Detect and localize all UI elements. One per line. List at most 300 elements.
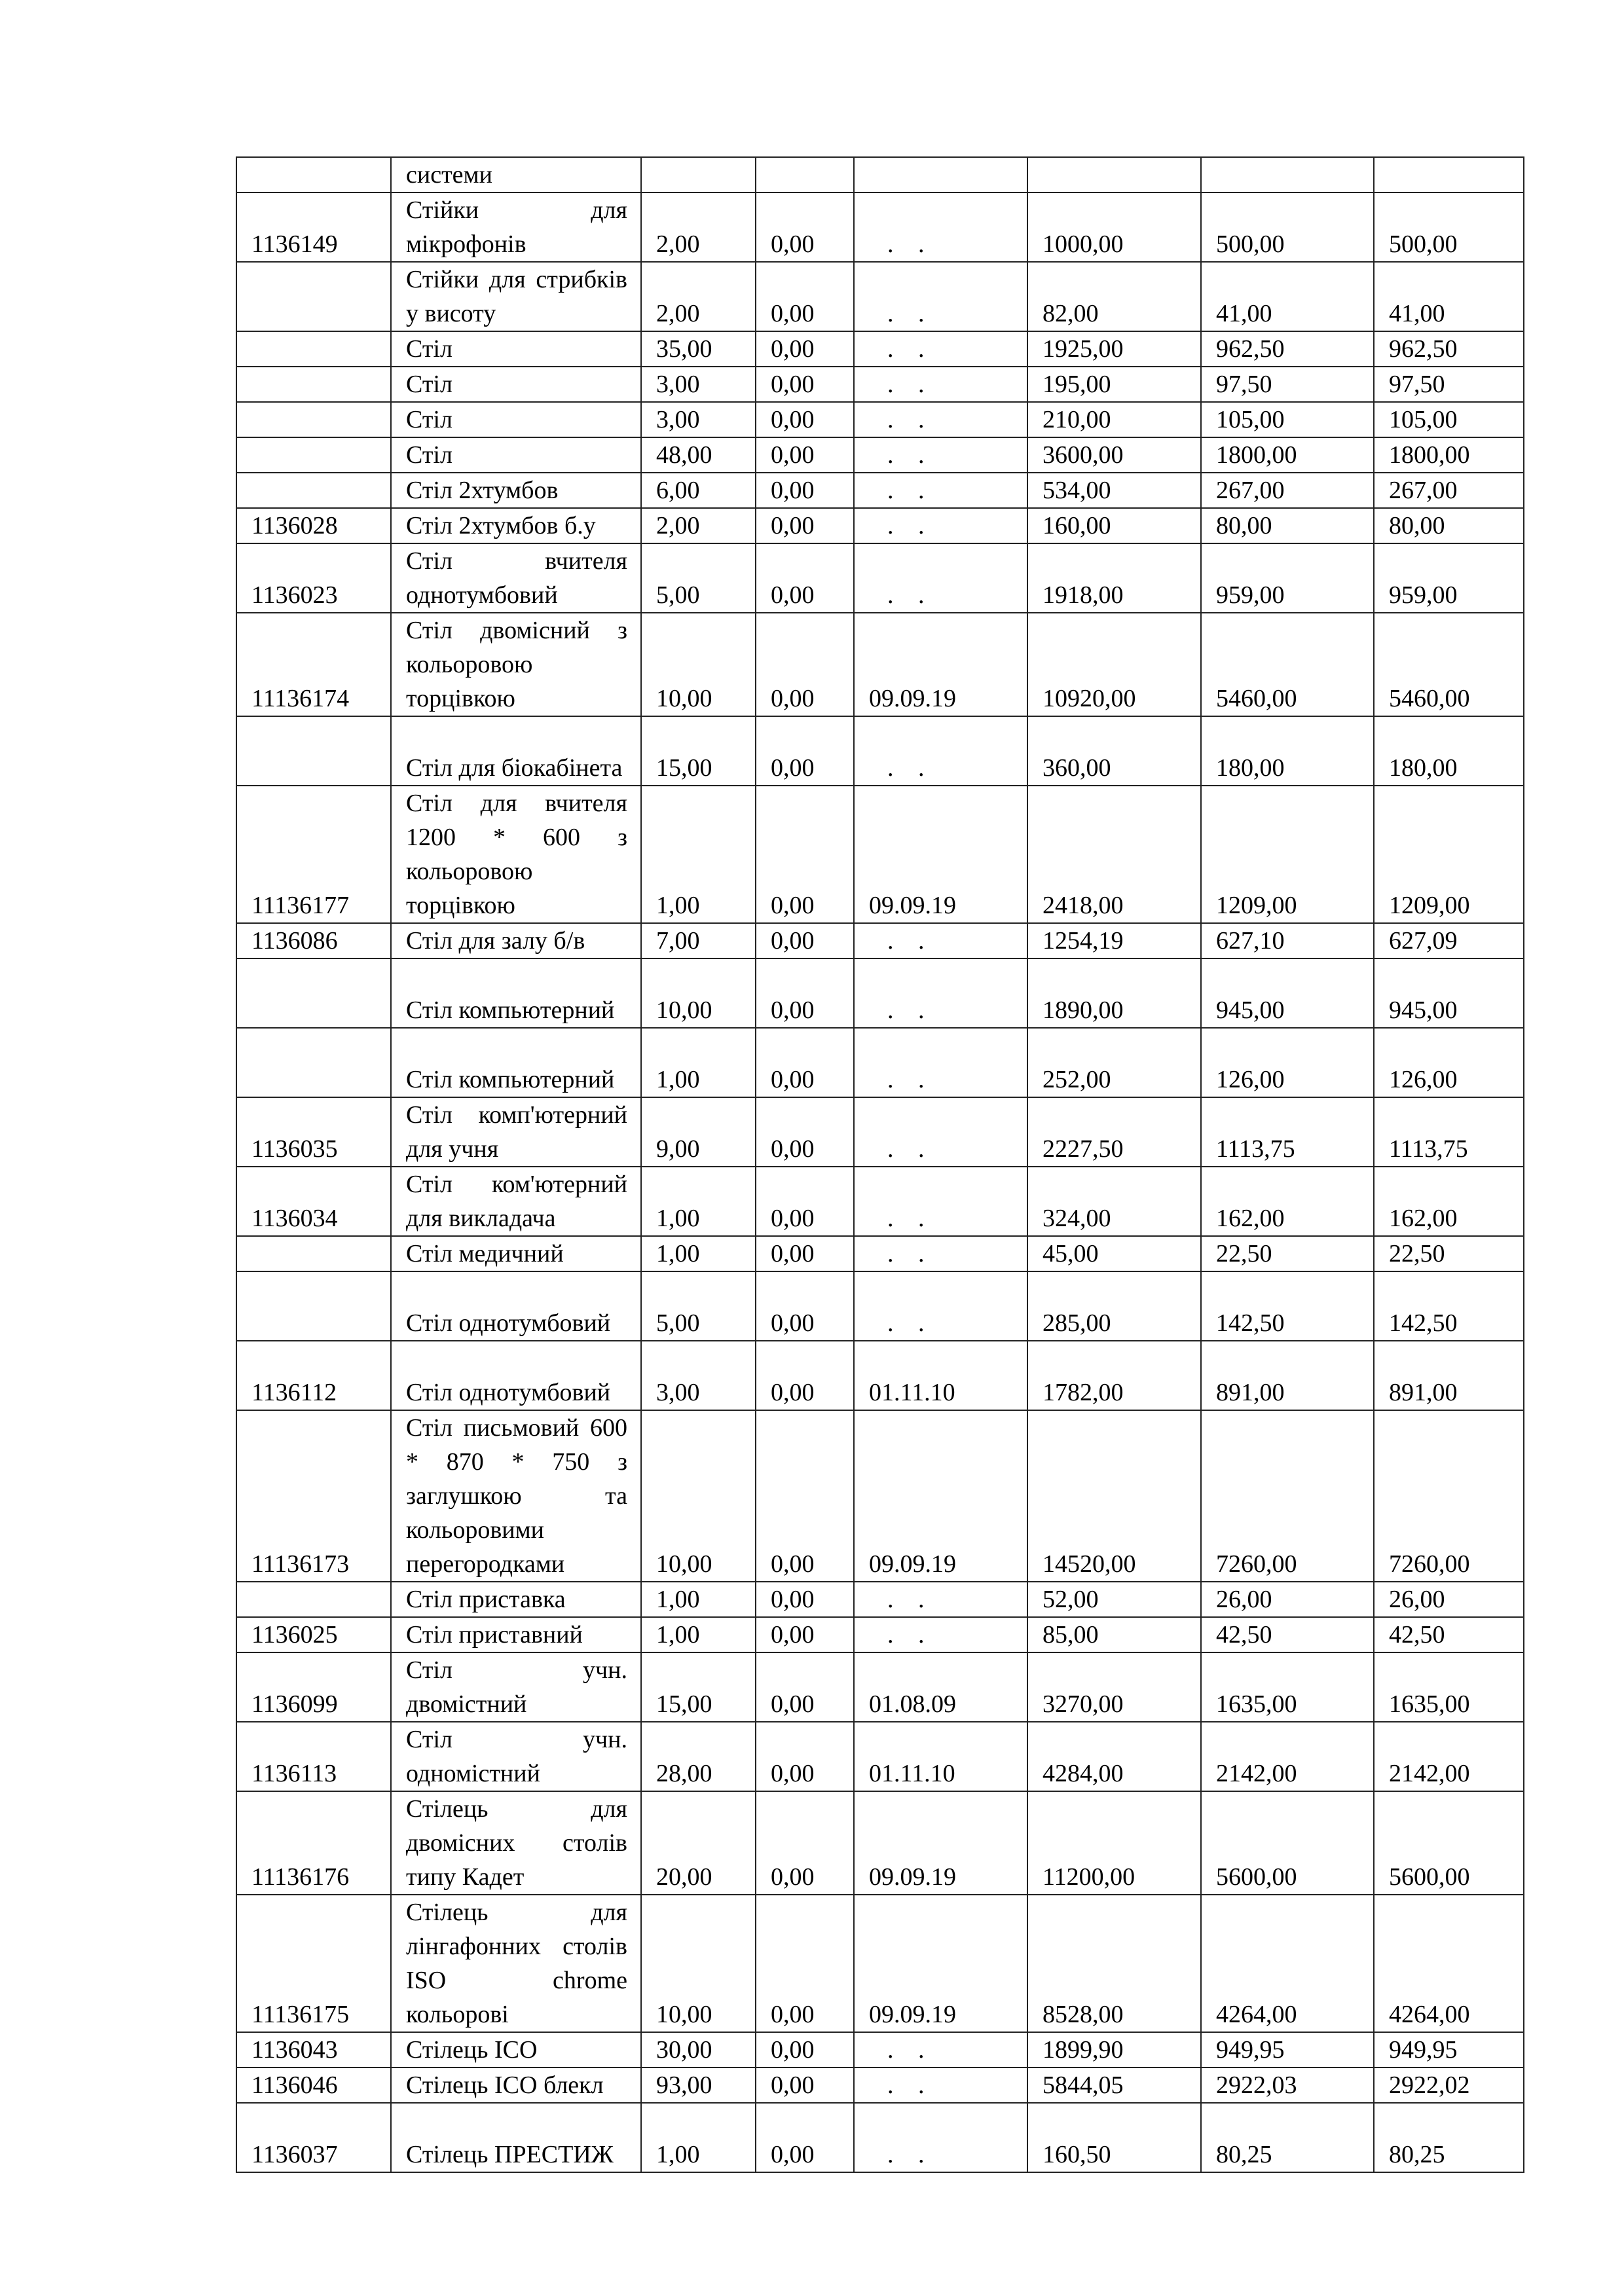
table-row [236,1167,1524,1236]
table-row [236,543,1524,613]
date-text: . . [887,406,934,433]
value-cell: 0,00 [756,1895,854,2032]
table-row [236,192,1524,262]
date-cell [854,508,1027,543]
depreciation-cell: 500,00 [1201,192,1374,262]
date-cell [854,2032,1027,2068]
date-text: . . [887,996,934,1024]
item-name-cell: Стіл учн. двомістний [391,1652,641,1722]
inventory-code-cell: 1136112 [236,1341,391,1410]
residual-value-cell: 1635,00 [1374,1652,1524,1722]
total-cost-cell: 1000,00 [1027,192,1201,262]
inventory-code-cell: 1136035 [236,1097,391,1167]
depreciation-cell: 1113,75 [1201,1097,1374,1167]
quantity-cell: 1,00 [641,1028,756,1097]
residual-value-cell: 26,00 [1374,1582,1524,1617]
quantity-cell: 1,00 [641,1236,756,1271]
residual-value-cell: 2922,02 [1374,2068,1524,2103]
table-row [236,1271,1524,1341]
date-cell [854,1097,1027,1167]
date-cell [854,2103,1027,2172]
residual-value-cell: 4264,00 [1374,1895,1524,2032]
inventory-code-cell: 1136025 [236,1617,391,1652]
item-name-cell: Стіл [391,331,641,367]
total-cost-cell: 85,00 [1027,1617,1201,1652]
total-cost-cell: 45,00 [1027,1236,1201,1271]
item-name-cell: Стіл двомісний з кольоровою торцівкою [391,613,641,716]
value-cell: 0,00 [756,543,854,613]
total-cost-cell: 82,00 [1027,262,1201,331]
depreciation-cell: 5600,00 [1201,1791,1374,1895]
date-text: . . [887,1205,934,1232]
value-cell: 0,00 [756,1097,854,1167]
value-cell: 0,00 [756,437,854,473]
depreciation-cell: 142,50 [1201,1271,1374,1341]
item-name-cell: Стіл приставний [391,1617,641,1652]
table-row [236,613,1524,716]
value-cell: 0,00 [756,1028,854,1097]
inventory-code-cell [236,262,391,331]
date-text: 09.09.19 [869,2001,956,2028]
residual-value-cell: 1800,00 [1374,437,1524,473]
value-cell: 0,00 [756,1341,854,1410]
table-row [236,1097,1524,1167]
inventory-code-cell: 1136086 [236,923,391,958]
residual-value-cell: 97,50 [1374,367,1524,402]
quantity-cell: 35,00 [641,331,756,367]
table-row [236,1895,1524,2032]
item-name-cell: Стілець для двомісних столів типу Кадет [391,1791,641,1895]
item-name-cell: Стіл 2хтумбов [391,473,641,508]
item-name-cell: Стіл [391,437,641,473]
inventory-code-cell [236,716,391,786]
total-cost-cell: 1918,00 [1027,543,1201,613]
date-text: . . [887,2036,934,2064]
residual-value-cell: 5460,00 [1374,613,1524,716]
inventory-code-cell [236,1271,391,1341]
date-text: . . [887,441,934,469]
value-cell: 0,00 [756,1582,854,1617]
inventory-code-cell: 1136113 [236,1722,391,1791]
value-cell: 0,00 [756,923,854,958]
table-row [236,157,1524,192]
inventory-code-cell [236,1028,391,1097]
residual-value-cell: 162,00 [1374,1167,1524,1236]
depreciation-cell: 162,00 [1201,1167,1374,1236]
item-name-cell: Стіл [391,367,641,402]
value-cell: 0,00 [756,1236,854,1271]
value-cell: 0,00 [756,2032,854,2068]
inventory-code-cell [236,473,391,508]
value-cell: 0,00 [756,1791,854,1895]
date-text: . . [887,1621,934,1649]
item-name-cell: Стіл комп'ютерний для учня [391,1097,641,1167]
table-row [236,367,1524,402]
date-text: 01.11.10 [869,1760,955,1787]
quantity-cell: 10,00 [641,1410,756,1582]
table-row [236,1582,1524,1617]
table-row [236,331,1524,367]
item-name-cell: системи [391,157,641,192]
total-cost-cell: 14520,00 [1027,1410,1201,1582]
value-cell: 0,00 [756,262,854,331]
residual-value-cell: 949,95 [1374,2032,1524,2068]
inventory-code-cell: 1136046 [236,2068,391,2103]
date-text: 09.09.19 [869,685,956,712]
depreciation-cell: 959,00 [1201,543,1374,613]
table-row [236,2068,1524,2103]
date-text: . . [887,1135,934,1163]
item-name-cell: Стіл медичний [391,1236,641,1271]
table-row [236,1028,1524,1097]
item-name-cell: Стіл [391,402,641,437]
total-cost-cell: 2418,00 [1027,786,1201,923]
table-row [236,786,1524,923]
inventory-code-cell [236,331,391,367]
quantity-cell: 1,00 [641,2103,756,2172]
date-cell [854,1617,1027,1652]
date-cell [854,331,1027,367]
value-cell: 0,00 [756,1617,854,1652]
value-cell: 0,00 [756,786,854,923]
date-cell [854,157,1027,192]
depreciation-cell: 26,00 [1201,1582,1374,1617]
date-cell [854,1410,1027,1582]
date-text: 01.11.10 [869,1379,955,1406]
table-row [236,402,1524,437]
quantity-cell: 28,00 [641,1722,756,1791]
residual-value-cell: 1113,75 [1374,1097,1524,1167]
depreciation-cell: 41,00 [1201,262,1374,331]
table-row [236,508,1524,543]
table-row [236,437,1524,473]
value-cell: 0,00 [756,1410,854,1582]
inventory-code-cell [236,958,391,1028]
depreciation-cell: 80,00 [1201,508,1374,543]
quantity-cell: 1,00 [641,1582,756,1617]
depreciation-cell: 267,00 [1201,473,1374,508]
date-text: . . [887,371,934,398]
date-cell [854,716,1027,786]
residual-value-cell: 500,00 [1374,192,1524,262]
date-text: . . [887,1586,934,1613]
item-name-cell: Стійки для мікрофонів [391,192,641,262]
value-cell: 0,00 [756,1167,854,1236]
item-name-cell: Стіл компьютерний [391,958,641,1028]
total-cost-cell: 2227,50 [1027,1097,1201,1167]
value-cell: 0,00 [756,367,854,402]
inventory-code-cell [236,157,391,192]
residual-value-cell: 42,50 [1374,1617,1524,1652]
date-text: . . [887,1240,934,1267]
total-cost-cell: 52,00 [1027,1582,1201,1617]
table-row [236,2032,1524,2068]
total-cost-cell: 195,00 [1027,367,1201,402]
item-name-cell: Стілець для лінгафонних столів ISO chrome кольорові [391,1895,641,2032]
item-name-cell: Стіл приставка [391,1582,641,1617]
value-cell: 0,00 [756,402,854,437]
total-cost-cell: 324,00 [1027,1167,1201,1236]
date-text: . . [887,512,934,539]
inventory-code-cell: 1136028 [236,508,391,543]
date-cell [854,1895,1027,2032]
date-text: 09.09.19 [869,892,956,919]
total-cost-cell: 1254,19 [1027,923,1201,958]
table-row [236,1652,1524,1722]
item-name-cell: Стіл ком'ютерний для викладача [391,1167,641,1236]
inventory-code-cell: 1136023 [236,543,391,613]
inventory-code-cell: 1136099 [236,1652,391,1722]
quantity-cell: 10,00 [641,613,756,716]
depreciation-cell: 105,00 [1201,402,1374,437]
item-name-cell: Стіл компьютерний [391,1028,641,1097]
quantity-cell: 1,00 [641,786,756,923]
item-name-cell: Стіл 2хтумбов б.у [391,508,641,543]
date-cell [854,367,1027,402]
residual-value-cell: 80,25 [1374,2103,1524,2172]
depreciation-cell: 1209,00 [1201,786,1374,923]
inventory-code-cell: 11136176 [236,1791,391,1895]
inventory-code-cell: 1136037 [236,2103,391,2172]
depreciation-cell: 2142,00 [1201,1722,1374,1791]
date-cell [854,192,1027,262]
table-row [236,1341,1524,1410]
depreciation-cell: 126,00 [1201,1028,1374,1097]
residual-value-cell: 1209,00 [1374,786,1524,923]
quantity-cell: 10,00 [641,958,756,1028]
total-cost-cell: 252,00 [1027,1028,1201,1097]
depreciation-cell: 1635,00 [1201,1652,1374,1722]
total-cost-cell: 1782,00 [1027,1341,1201,1410]
table-row [236,262,1524,331]
inventory-code-cell: 11136174 [236,613,391,716]
quantity-cell: 15,00 [641,1652,756,1722]
value-cell: 0,00 [756,613,854,716]
inventory-code-cell: 1136043 [236,2032,391,2068]
value-cell: 0,00 [756,958,854,1028]
date-text: . . [887,230,934,258]
depreciation-cell: 1800,00 [1201,437,1374,473]
depreciation-cell: 22,50 [1201,1236,1374,1271]
residual-value-cell: 267,00 [1374,473,1524,508]
residual-value-cell [1374,157,1524,192]
quantity-cell: 1,00 [641,1617,756,1652]
table-body [236,157,1524,2172]
depreciation-cell: 4264,00 [1201,1895,1374,2032]
depreciation-cell: 80,25 [1201,2103,1374,2172]
residual-value-cell: 7260,00 [1374,1410,1524,1582]
total-cost-cell: 3270,00 [1027,1652,1201,1722]
date-text: . . [887,2141,934,2168]
table-row [236,473,1524,508]
quantity-cell: 30,00 [641,2032,756,2068]
item-name-cell: Стійки для стрибків у висоту [391,262,641,331]
quantity-cell: 48,00 [641,437,756,473]
value-cell: 0,00 [756,473,854,508]
inventory-code-cell: 1136149 [236,192,391,262]
depreciation-cell: 42,50 [1201,1617,1374,1652]
quantity-cell: 3,00 [641,367,756,402]
date-text: . . [887,335,934,363]
quantity-cell: 3,00 [641,1341,756,1410]
value-cell: 0,00 [756,2068,854,2103]
depreciation-cell: 2922,03 [1201,2068,1374,2103]
inventory-code-cell [236,367,391,402]
quantity-cell: 9,00 [641,1097,756,1167]
date-cell [854,1722,1027,1791]
total-cost-cell [1027,157,1201,192]
inventory-code-cell [236,1236,391,1271]
table-row [236,958,1524,1028]
total-cost-cell: 8528,00 [1027,1895,1201,2032]
date-text: . . [887,477,934,504]
date-cell [854,923,1027,958]
table-row [236,2103,1524,2172]
depreciation-cell: 180,00 [1201,716,1374,786]
date-cell [854,1582,1027,1617]
date-text: . . [887,2071,934,2099]
total-cost-cell: 210,00 [1027,402,1201,437]
date-cell [854,2068,1027,2103]
total-cost-cell: 4284,00 [1027,1722,1201,1791]
inventory-code-cell [236,437,391,473]
item-name-cell: Стілець ІСО блекл [391,2068,641,2103]
value-cell: 0,00 [756,1271,854,1341]
date-cell [854,1167,1027,1236]
date-text: . . [887,300,934,327]
depreciation-cell: 7260,00 [1201,1410,1374,1582]
date-cell [854,1652,1027,1722]
table-row [236,1410,1524,1582]
item-name-cell: Стіл для біокабінета [391,716,641,786]
residual-value-cell: 80,00 [1374,508,1524,543]
depreciation-cell: 5460,00 [1201,613,1374,716]
residual-value-cell: 891,00 [1374,1341,1524,1410]
date-cell [854,402,1027,437]
inventory-table [236,156,1524,2173]
quantity-cell: 10,00 [641,1895,756,2032]
total-cost-cell: 534,00 [1027,473,1201,508]
date-cell [854,1271,1027,1341]
residual-value-cell: 180,00 [1374,716,1524,786]
residual-value-cell: 2142,00 [1374,1722,1524,1791]
inventory-code-cell [236,402,391,437]
date-cell [854,786,1027,923]
date-text: 01.08.09 [869,1690,956,1718]
date-cell [854,1236,1027,1271]
item-name-cell: Стілець ІСО [391,2032,641,2068]
quantity-cell: 15,00 [641,716,756,786]
value-cell: 0,00 [756,716,854,786]
depreciation-cell: 627,10 [1201,923,1374,958]
date-cell [854,958,1027,1028]
inventory-code-cell [236,1582,391,1617]
date-text: . . [887,1066,934,1093]
quantity-cell: 2,00 [641,262,756,331]
total-cost-cell: 160,50 [1027,2103,1201,2172]
residual-value-cell: 945,00 [1374,958,1524,1028]
table-row [236,1791,1524,1895]
item-name-cell: Стілець ПРЕСТИЖ [391,2103,641,2172]
date-cell [854,1028,1027,1097]
date-text: . . [887,754,934,782]
date-text: . . [887,1309,934,1337]
quantity-cell: 7,00 [641,923,756,958]
date-text: . . [887,581,934,609]
total-cost-cell: 1890,00 [1027,958,1201,1028]
date-cell [854,1791,1027,1895]
depreciation-cell: 945,00 [1201,958,1374,1028]
date-cell [854,613,1027,716]
depreciation-cell: 949,95 [1201,2032,1374,2068]
date-cell [854,473,1027,508]
total-cost-cell: 1899,90 [1027,2032,1201,2068]
total-cost-cell: 11200,00 [1027,1791,1201,1895]
residual-value-cell: 142,50 [1374,1271,1524,1341]
residual-value-cell: 105,00 [1374,402,1524,437]
date-cell [854,262,1027,331]
depreciation-cell: 97,50 [1201,367,1374,402]
item-name-cell: Стіл учн. одномістний [391,1722,641,1791]
table-row [236,923,1524,958]
quantity-cell: 93,00 [641,2068,756,2103]
value-cell: 0,00 [756,508,854,543]
quantity-cell [641,157,756,192]
date-cell [854,543,1027,613]
table-row [236,1617,1524,1652]
item-name-cell: Стіл однотумбовий [391,1271,641,1341]
value-cell: 0,00 [756,331,854,367]
total-cost-cell: 10920,00 [1027,613,1201,716]
table-row [236,1722,1524,1791]
residual-value-cell: 959,00 [1374,543,1524,613]
residual-value-cell: 5600,00 [1374,1791,1524,1895]
quantity-cell: 5,00 [641,1271,756,1341]
date-cell [854,437,1027,473]
inventory-code-cell: 11136173 [236,1410,391,1582]
residual-value-cell: 22,50 [1374,1236,1524,1271]
quantity-cell: 6,00 [641,473,756,508]
total-cost-cell: 285,00 [1027,1271,1201,1341]
value-cell: 0,00 [756,1722,854,1791]
value-cell: 0,00 [756,2103,854,2172]
residual-value-cell: 41,00 [1374,262,1524,331]
item-name-cell: Стіл однотумбовий [391,1341,641,1410]
item-name-cell: Стіл письмовий 600 * 870 * 750 з заглушкою та кольоровими перегородками [391,1410,641,1582]
residual-value-cell: 627,09 [1374,923,1524,958]
date-text: . . [887,927,934,955]
total-cost-cell: 160,00 [1027,508,1201,543]
table-row [236,716,1524,786]
quantity-cell: 20,00 [641,1791,756,1895]
residual-value-cell: 962,50 [1374,331,1524,367]
quantity-cell: 5,00 [641,543,756,613]
total-cost-cell: 1925,00 [1027,331,1201,367]
value-cell: 0,00 [756,1652,854,1722]
date-text: 09.09.19 [869,1550,956,1578]
item-name-cell: Стіл для вчителя 1200 * 600 з кольоровою торцівкою [391,786,641,923]
inventory-code-cell: 11136177 [236,786,391,923]
inventory-code-cell: 1136034 [236,1167,391,1236]
quantity-cell: 3,00 [641,402,756,437]
item-name-cell: Стіл вчителя однотумбовий [391,543,641,613]
table-row [236,1236,1524,1271]
date-cell [854,1341,1027,1410]
date-text: 09.09.19 [869,1863,956,1891]
total-cost-cell: 3600,00 [1027,437,1201,473]
value-cell: 0,00 [756,192,854,262]
total-cost-cell: 5844,05 [1027,2068,1201,2103]
